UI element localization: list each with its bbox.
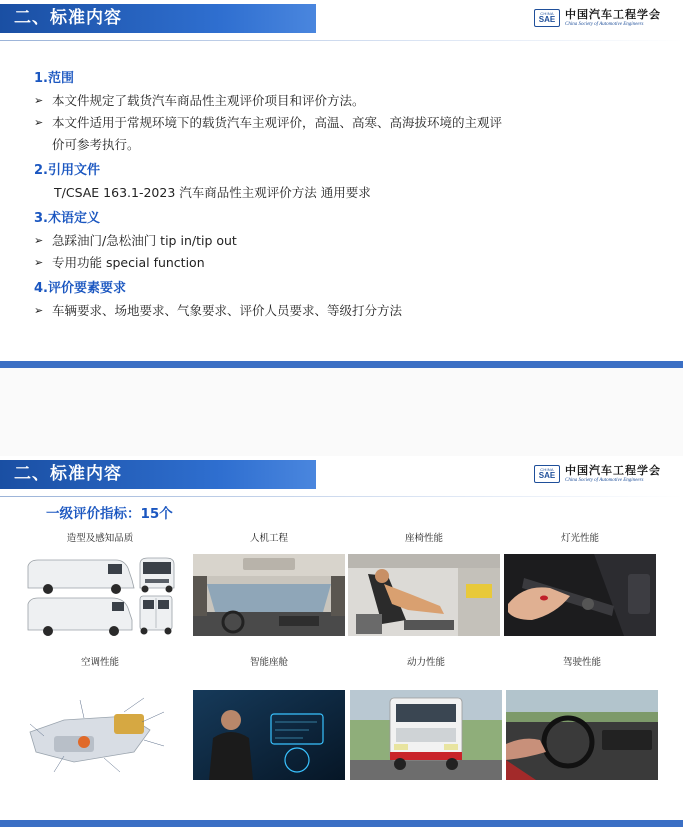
seat-test-dummy-image [348,554,500,636]
slide-standard-content-2 [0,456,683,827]
hvac-diagram-image [24,690,176,780]
indicator-driving-performance [506,656,658,670]
list-item-text: 专用功能 special function [52,255,205,270]
indicator-label: 灯光性能 [560,533,599,544]
list-item-continuation: 价可参考执行。 [52,137,140,152]
indicator-label: 智能座舱 [249,657,288,668]
section-heading-requirements: 4.评价要素要求 [34,281,126,296]
slide-gap [0,368,683,456]
sae-emblem [534,9,560,27]
section-heading-references: 2.引用文件 [34,163,100,178]
logo-box-small: CHINA [540,11,554,16]
indicator-styling-quality [24,532,176,546]
arrow-bullet-icon: ➢ [34,304,44,317]
section-heading-terms: 3.术语定义 [34,211,100,226]
standard-content-list [34,64,554,322]
title-divider [0,40,683,41]
indicator-label: 动力性能 [406,657,445,668]
logo-box-small: CHINA [540,467,554,472]
indicator-label: 驾驶性能 [562,657,601,668]
arrow-bullet-icon: ➢ [34,116,44,129]
light-switch-stalk-image [504,554,656,636]
list-item [34,90,554,112]
indicator-seat-performance [348,532,500,546]
list-item-text: 车辆要求、场地要求、气象要求、评价人员要求、等级打分方法 [52,303,403,318]
logo-box-big: SAE [538,15,556,24]
arrow-bullet-icon: ➢ [34,94,44,107]
slide-bottom-bar [0,361,683,368]
sae-emblem [534,465,560,483]
csae-logo [534,463,661,485]
section-heading-scope: 1.范围 [34,71,74,86]
indicator-label: 人机工程 [249,533,288,544]
truck-front-image [350,690,502,780]
indicator-count-title: 一级评价指标：15个 [46,506,173,522]
indicator-label: 空调性能 [80,657,119,668]
title-divider [0,496,683,497]
van-image [24,554,176,636]
list-item [34,230,554,252]
logo-chinese-name: 中国汽车工程学会 [565,463,661,477]
logo-chinese-name: 中国汽车工程学会 [565,7,661,21]
arrow-bullet-icon: ➢ [34,234,44,247]
list-item-text: 急踩油门/急松油门 tip in/tip out [52,233,237,248]
indicator-air-conditioning [24,656,176,670]
slide-standard-content-1 [0,0,683,368]
slide-title: 二、标准内容 [0,4,316,33]
slide-bottom-bar [0,820,683,827]
indicator-power-performance [350,656,502,670]
list-item-text: 本文件适用于常规环境下的载货汽车主观评价，高温、高寒、高海拔环境的主观评 [52,115,503,130]
list-item [34,112,554,134]
reference-document: T/CSAE 163.1-2023 汽车商品性主观评价方法 通用要求 [54,185,371,200]
logo-box-big: SAE [538,471,556,480]
indicator-lighting-performance [504,532,656,546]
logo-english-name: China Society of Automotive Engineers [565,21,644,27]
arrow-bullet-icon: ➢ [34,256,44,269]
indicator-ergonomics [193,532,345,546]
list-item-text: 本文件规定了载货汽车商品性主观评价项目和评价方法。 [52,93,365,108]
smart-cockpit-image [193,690,345,780]
indicator-label: 造型及感知品质 [66,533,134,544]
indicator-smart-cockpit [193,656,345,670]
slide-title: 二、标准内容 [0,460,316,489]
csae-logo [534,7,661,29]
list-item [34,300,554,322]
driver-steering-image [506,690,658,780]
logo-english-name: China Society of Automotive Engineers [565,477,644,483]
indicator-label: 座椅性能 [404,533,443,544]
list-item [34,252,554,274]
truck-cabin-interior-image [193,554,345,636]
